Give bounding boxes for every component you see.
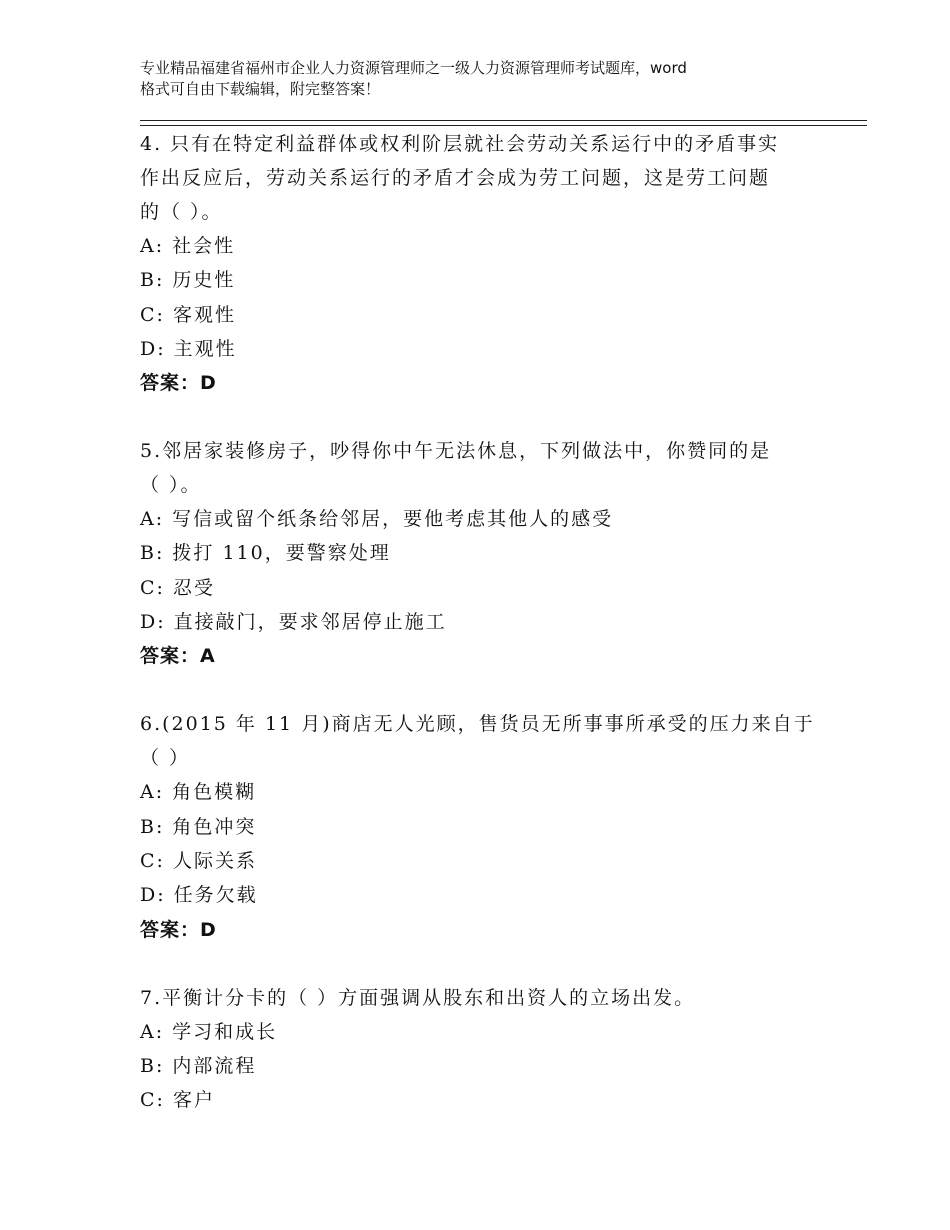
option-c: C: 客户 <box>140 1089 215 1112</box>
question-gap <box>140 673 830 707</box>
option-a: A: 社会性 <box>140 235 236 257</box>
option-b: B: 历史性 <box>140 269 236 292</box>
question-text-line: （ ） <box>140 747 191 770</box>
option-a: A: 角色模糊 <box>140 781 257 804</box>
question-text-line: 的（ ）。 <box>140 201 223 223</box>
question-4 <box>140 127 830 400</box>
option-b: B: 拨打 110，要警察处理 <box>140 542 391 565</box>
option-c: C: 人际关系 <box>140 849 257 872</box>
option-b: B: 角色冲突 <box>140 815 257 838</box>
question-text-line: 7.平衡计分卡的（ ）方面强调从股东和出资人的立场出发。 <box>140 986 696 1009</box>
question-7 <box>140 981 830 1118</box>
header-line-2: 格式可自由下载编辑，附完整答案！ <box>140 80 381 98</box>
question-5 <box>140 434 830 673</box>
option-a: A: 写信或留个纸条给邻居，要他考虑其他人的感受 <box>140 508 614 531</box>
question-text-line: 作出反应后，劳动关系运行的矛盾才会成为劳工问题，这是劳工问题 <box>140 167 771 189</box>
document-header <box>140 58 840 100</box>
option-a: A: 学习和成长 <box>140 1020 278 1043</box>
option-d: D: 任务欠载 <box>140 884 258 907</box>
question-text-line: 4. 只有在特定利益群体或权利阶层就社会劳动关系运行中的矛盾事实 <box>140 133 780 155</box>
question-gap <box>140 400 830 434</box>
question-text-line: 5.邻居家装修房子，吵得你中午无法休息，下列做法中，你赞同的是 <box>140 440 772 463</box>
question-text-line: 6.(2015 年 11 月)商店无人光顾，售货员无所事事所承受的压力来自于 <box>140 713 815 736</box>
answer: 答案：D <box>140 372 217 395</box>
question-gap <box>140 947 830 981</box>
question-list <box>140 127 830 1117</box>
answer: 答案：A <box>140 645 216 668</box>
question-text-line: （ ）。 <box>140 474 202 497</box>
header-divider <box>140 120 867 126</box>
answer: 答案：D <box>140 918 217 941</box>
option-b: B: 内部流程 <box>140 1054 257 1077</box>
option-d: D: 直接敲门，要求邻居停止施工 <box>140 611 447 634</box>
option-c: C: 忍受 <box>140 576 215 599</box>
header-line-1: 专业精品福建省福州市企业人力资源管理师之一级人力资源管理师考试题库，word <box>140 59 687 77</box>
question-6 <box>140 707 830 946</box>
option-c: C: 客观性 <box>140 303 236 326</box>
option-d: D: 主观性 <box>140 337 237 360</box>
